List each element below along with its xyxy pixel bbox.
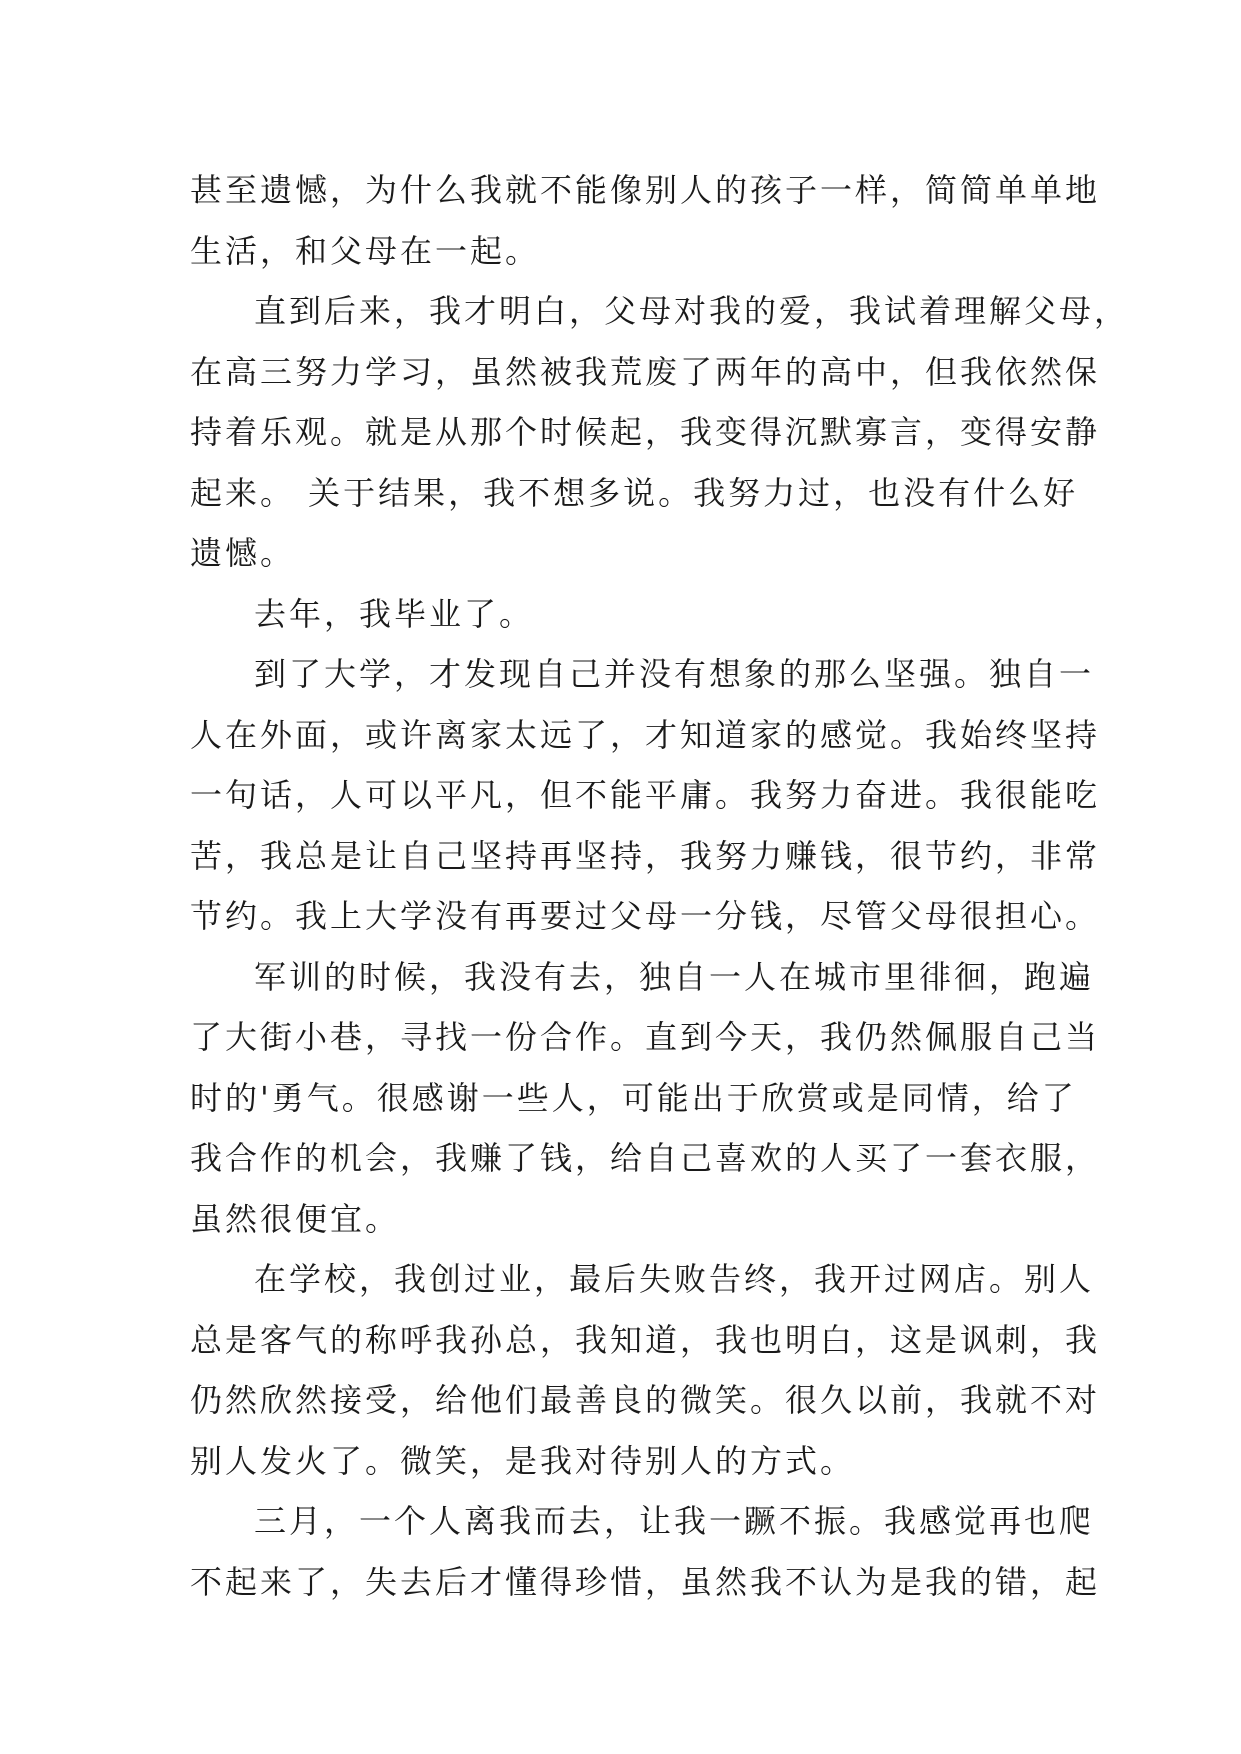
text-line: 总是客气的称呼我孙总，我知道，我也明白，这是讽刺，我 <box>190 1320 1101 1359</box>
text-line: 在高三努力学习，虽然被我荒废了两年的高中，但我依然保 <box>190 352 1101 391</box>
text-line: 一句话，人可以平凡，但不能平庸。我努力奋进。我很能吃 <box>190 776 1101 814</box>
text-line: 节约。我上大学没有再要过父母一分钱，尽管父母很担心。 <box>190 897 1101 935</box>
paragraph <box>190 644 1101 947</box>
text-line: 到了大学，才发现自己并没有想象的那么坚强。独自一 <box>254 655 1095 693</box>
body-text <box>190 160 1130 1612</box>
paragraph <box>190 584 1060 645</box>
text-line: 起来。 关于结果，我不想多说。我努力过，也没有什么好 <box>190 473 1079 512</box>
text-line: 军训的时候，我没有去，独自一人在城市里徘徊，跑遍 <box>254 957 1095 996</box>
text-line: 生活，和父母在一起。 <box>190 231 541 270</box>
paragraph <box>190 1491 1101 1612</box>
text-line: 直到后来，我才明白，父母对我的爱，我试着理解父母， <box>254 292 1130 330</box>
text-line: 三月，一个人离我而去，让我一蹶不振。我感觉再也爬 <box>254 1502 1095 1540</box>
text-line: 不起来了，失去后才懂得珍惜，虽然我不认为是我的错，起 <box>190 1562 1101 1601</box>
text-line: 虽然很便宜。 <box>190 1199 401 1238</box>
text-line: 我合作的机会，我赚了钱，给自己喜欢的人买了一套衣服， <box>190 1139 1101 1177</box>
text-line: 别人发火了。微笑，是我对待别人的方式。 <box>190 1441 856 1480</box>
text-line: 持着乐观。就是从那个时候起，我变得沉默寡言，变得安静 <box>190 413 1101 451</box>
text-line: 在学校，我创过业，最后失败告终，我开过网店。别人 <box>254 1260 1095 1298</box>
paragraph <box>190 947 1101 1250</box>
text-line: 甚至遗憾，为什么我就不能像别人的孩子一样，简简单单地 <box>190 171 1101 209</box>
paragraph <box>190 160 1101 281</box>
paragraph <box>190 281 1130 584</box>
text-line: 去年，我毕业了。 <box>254 594 535 633</box>
text-line: 苦，我总是让自己坚持再坚持，我努力赚钱，很节约，非常 <box>190 836 1101 875</box>
text-line: 仍然欣然接受，给他们最善良的微笑。很久以前，我就不对 <box>190 1381 1101 1419</box>
text-line: 了大街小巷，寻找一份合作。直到今天，我仍然佩服自己当 <box>190 1018 1101 1056</box>
paragraph <box>190 1249 1101 1491</box>
text-line: 时的'勇气。很感谢一些人，可能出于欣赏或是同情，给了 <box>190 1078 1077 1117</box>
text-line: 遗憾。 <box>190 534 296 572</box>
text-line: 人在外面，或许离家太远了，才知道家的感觉。我始终坚持 <box>190 715 1101 754</box>
